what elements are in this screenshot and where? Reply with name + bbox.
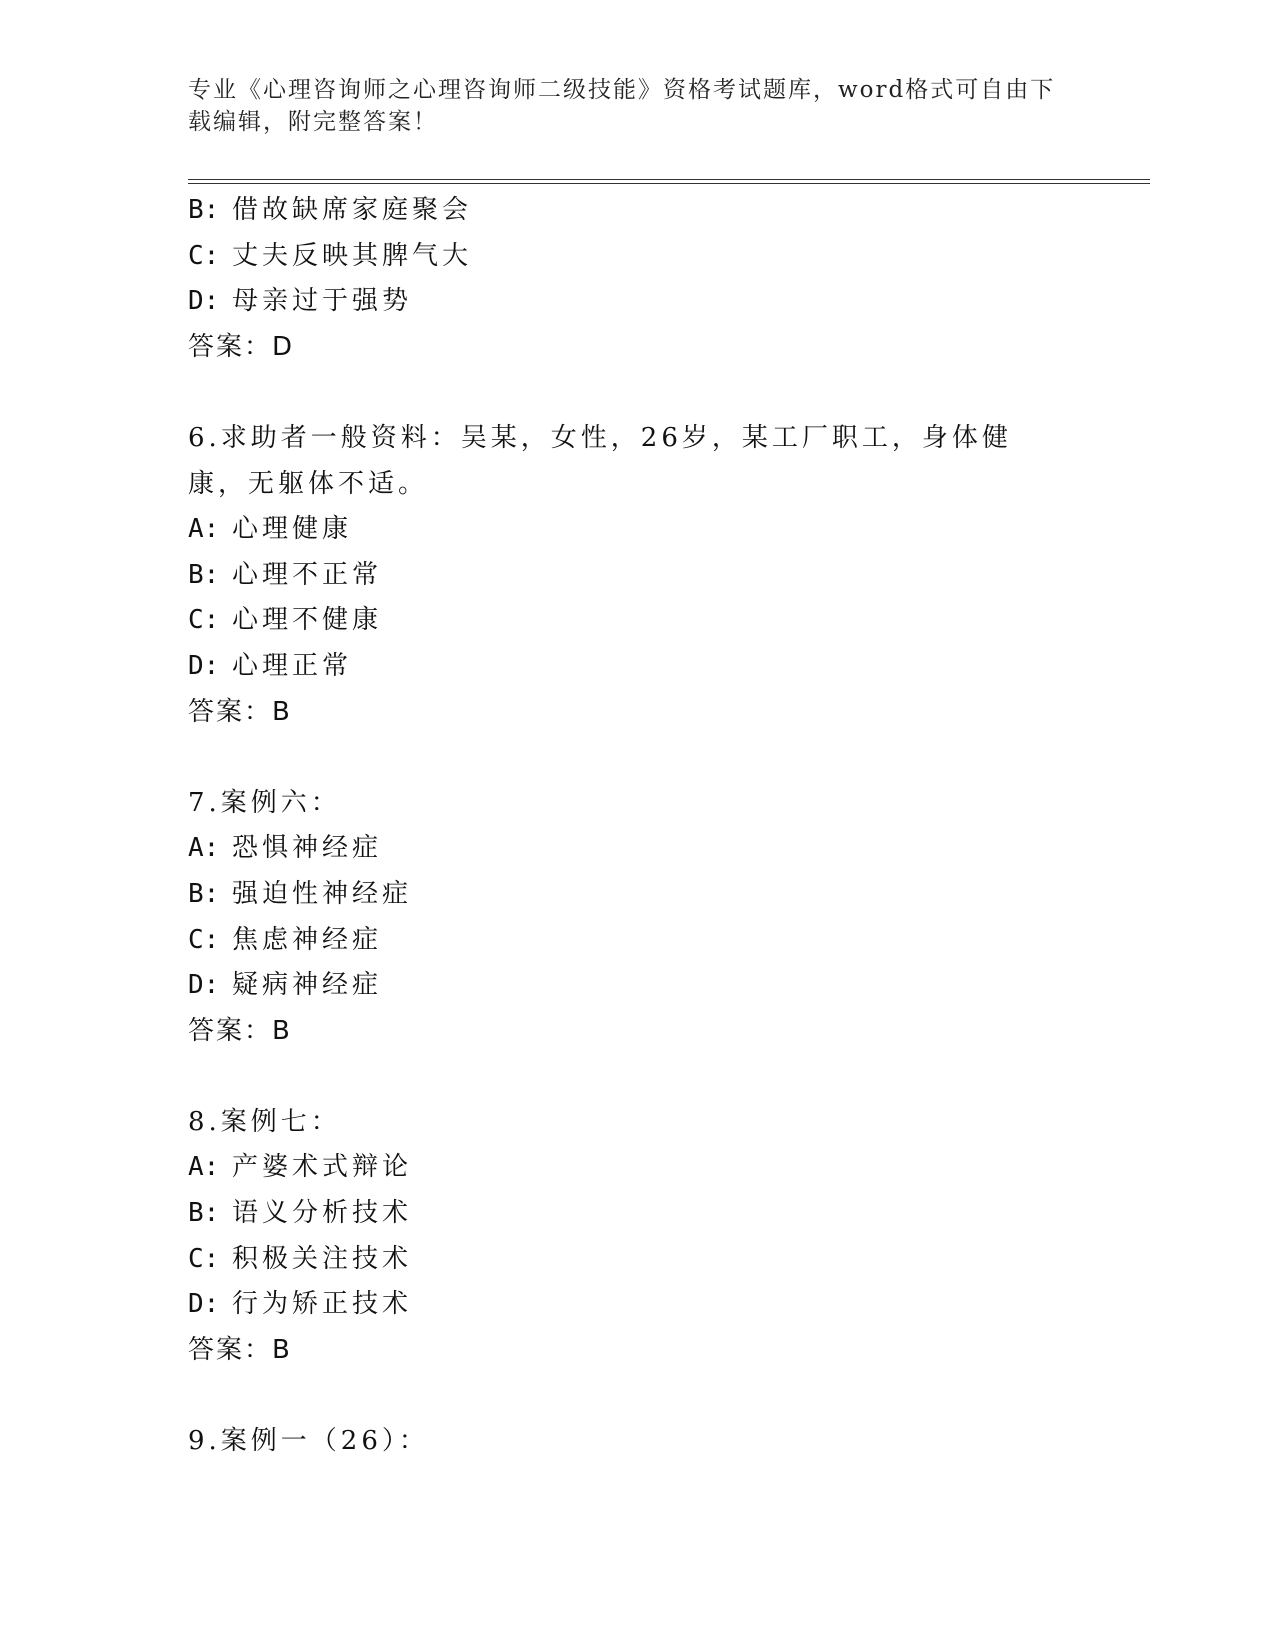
answer-line: 答案：B [188, 696, 292, 727]
option-text: 语义分析技术 [232, 1198, 413, 1229]
question-list [188, 188, 1088, 1465]
option-a [188, 1145, 1088, 1191]
option-text: 焦虑神经症 [232, 924, 383, 955]
option-text: 强迫性神经症 [232, 878, 413, 909]
option-label: D: [188, 1289, 220, 1320]
option-label: B: [188, 1198, 220, 1229]
question-stem: 7.案例六： [188, 787, 341, 818]
option-c [188, 1237, 1088, 1283]
option-d [188, 963, 1088, 1009]
option-label: B: [188, 878, 220, 909]
option-c [188, 918, 1088, 964]
option-label: A: [188, 1152, 220, 1183]
option-text: 心理正常 [232, 650, 353, 681]
option-text: 母亲过于强势 [232, 286, 413, 317]
option-label: A: [188, 833, 220, 864]
answer-line: 答案：D [188, 331, 295, 362]
option-a [188, 507, 1088, 553]
option-text: 疑病神经症 [232, 970, 383, 1001]
option-text: 借故缺席家庭聚会 [232, 195, 473, 225]
option-d [188, 1282, 1088, 1328]
option-label: D: [188, 970, 220, 1001]
option-a [188, 826, 1088, 872]
document-header: 专业《心理咨询师之心理咨询师二级技能》资格考试题库，word格式可自由下载编辑，附完整答案！ [188, 77, 1056, 135]
option-label: B: [188, 559, 220, 590]
option-label: C: [188, 1243, 220, 1274]
option-label: B: [188, 195, 220, 225]
option-label: C: [188, 605, 220, 636]
option-c [188, 598, 1088, 644]
option-text: 心理健康 [232, 514, 353, 545]
option-label: C: [188, 924, 220, 955]
answer-line: 答案：B [188, 1334, 292, 1365]
option-text: 产婆术式辩论 [232, 1152, 413, 1183]
answer-line: 答案：B [188, 1015, 292, 1046]
option-label: D: [188, 286, 220, 317]
option-label: D: [188, 650, 220, 681]
question-stem: 6.求助者一般资料：吴某，女性，26岁，某工厂职工，身体健康，无躯体不适。 [188, 422, 1012, 499]
option-text: 心理不健康 [232, 605, 383, 636]
option-d [188, 279, 1088, 325]
option-d [188, 644, 1088, 690]
question-9 [188, 1419, 1088, 1465]
option-b [188, 872, 1088, 918]
option-c [188, 234, 1088, 280]
option-text: 积极关注技术 [232, 1243, 413, 1274]
question-stem: 8.案例七： [188, 1106, 341, 1137]
option-label: C: [188, 240, 220, 271]
option-text: 丈夫反映其脾气大 [232, 240, 473, 271]
question-7 [188, 781, 1088, 1055]
option-b [188, 553, 1088, 599]
option-text: 恐惧神经症 [232, 833, 383, 864]
header-divider [188, 179, 1150, 184]
option-text: 行为矫正技术 [232, 1289, 413, 1320]
question-6 [188, 416, 1088, 735]
option-text: 心理不正常 [232, 559, 383, 590]
prev-question-block [188, 188, 1088, 370]
question-stem: 9.案例一（26）： [188, 1426, 429, 1457]
option-label: A: [188, 514, 220, 545]
question-8 [188, 1100, 1088, 1374]
option-b [188, 188, 1088, 234]
option-b [188, 1191, 1088, 1237]
